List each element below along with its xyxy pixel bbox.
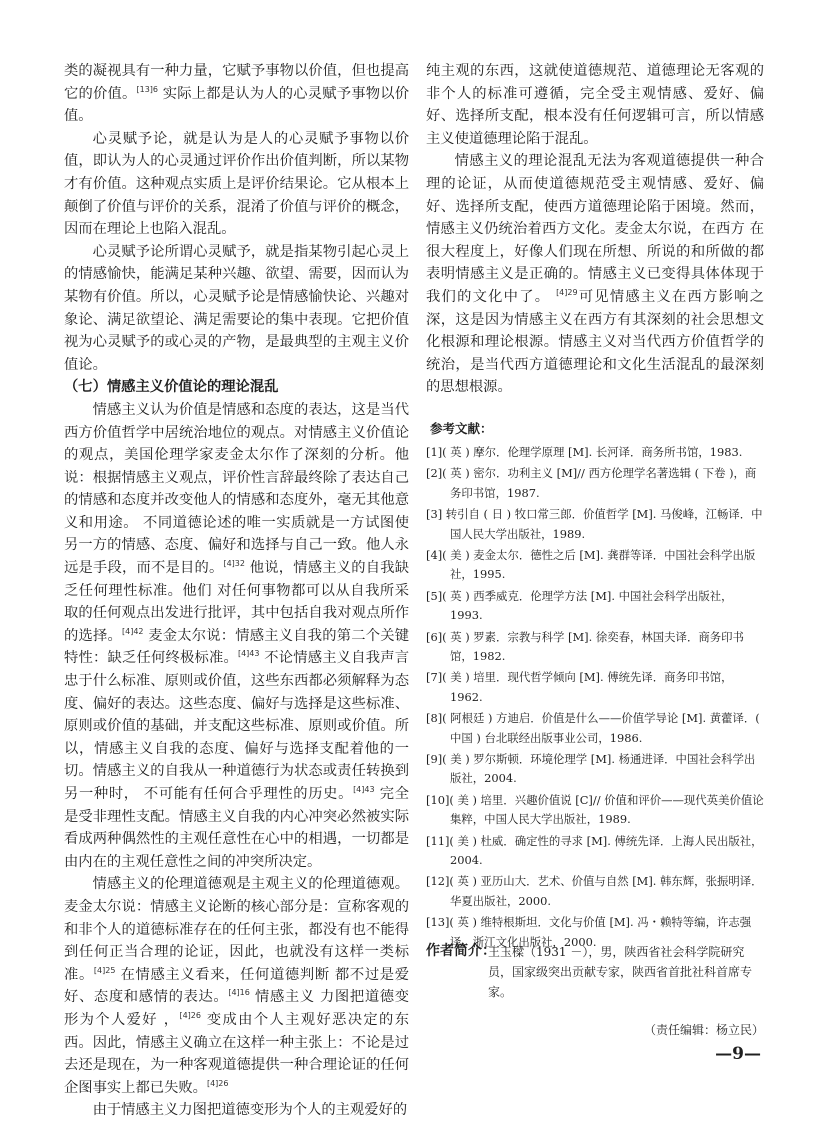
paragraph xyxy=(64,60,409,128)
left-column xyxy=(64,60,409,1122)
author-text: 王玉樑（1931 －），男，陕西省社会科学院研究员，国家级突出贡献专家，陕西省首批社科首席专家。 xyxy=(488,945,753,999)
section-heading xyxy=(64,376,409,399)
editor-note: （责任编辑：杨立民） xyxy=(643,1023,764,1037)
reference-item: [10]( 美 ) 培里．兴趣价值说 [C]// 价值和评价——现代英美价值论集粹，中国人民大学出版社，1989. xyxy=(426,792,764,827)
paragraph-text: 实际上都是认为人的心灵赋予事物以价值。 xyxy=(64,85,410,125)
page-number: —9— xyxy=(715,1044,761,1064)
author-label: 作者简介： xyxy=(426,943,496,959)
author-bio xyxy=(426,942,764,1002)
paragraph-text: 不论情感主义自我声言忠于什么标准、原则或价值，这些东西都必须解释为态度、偏好的表达。这些态度、偏好与选择是这些标准、原则或价值的基础，并支配这些标准、原则或价值。所以，情感主义自我的态度、偏好与选择支配着他的一切。情感主义的自我从一种道德行为状态或责任转换到另一种时， 不可能有任何合乎理性的历史。 xyxy=(64,650,409,802)
paragraph xyxy=(64,241,409,377)
reference-item: [11]( 美 ) 杜威．确定性的寻求 [M]. 傅统先译．上海人民出版社，2004. xyxy=(426,833,763,868)
paragraph xyxy=(64,1099,409,1122)
paragraph-text: 情感主义的伦理道德观是主观主义的伦理道德观。麦金太尔说：情感主义论断的核心部分是：宣称客观的和非个人的道德标准存在的任何主张，都没有也不能得到任何正当合理的论证，因此，也就没有这样一类标准。 xyxy=(64,876,409,983)
paragraph-text: 变成由个人主观好恶决定的东西。因此，情感主义确立在这样一种主张上：不论是过去还是现在，为一种客观道德提供一种合理论证的任何企图事实上都已失败。 xyxy=(64,1011,410,1096)
paragraph-text: 情感主义认为价值是情感和态度的表达，这是当代西方价值哲学中居统治地位的观点。对情感主义价值论的观点，美国伦理学家麦金太尔作了深刻的分析。他说：根据情感主义观点，评价性言辞最终除了表达自己的情感和态度并改变他人的情感和态度外，毫无其他意义和用途。 不同道德论述的唯一实质就是一方试图使另一方的情感、态度、偏好和选择与自己一致。他人永远是手段，而不是目的。 xyxy=(64,401,409,577)
right-column xyxy=(426,60,764,954)
paragraph-text: 情感主义的理论混乱无法为客观道德提供一种合理的论证，从而使道德规范受主观情感、爱好、偏好、选择所支配，使西方道德理论陷于困境。然而，情感主义仍统治着西方文化。麦金太尔说，在西方 在很大程度上，好像人们现在所想、所说的和所做的都表明情感主义是正确的。情感主义已变得具体体现于我们的文化中了。 xyxy=(426,153,764,305)
paragraph-text: 心灵赋予论所谓心灵赋予，就是指某物引起心灵上的情感愉快，能满足某种兴趣、欲望、需要，因而认为某物有价值。所以，心灵赋予论是情感愉快论、兴趣对象论、满足欲望论、满足需要论的集中表现。它把价值视为心灵赋予的或心灵的产物，是最典型的主观主义价值论。 xyxy=(64,243,409,373)
citation-superscript: [4]25 xyxy=(93,965,116,975)
reference-item: [12]( 英 ) 亚历山大．艺术、价值与自然 [M]. 韩东辉，张振明译．华夏出版社，2000. xyxy=(426,874,763,908)
citation-superscript: [13]6 xyxy=(136,84,159,94)
references-list xyxy=(426,443,764,952)
citation-superscript: [4]42 xyxy=(122,627,144,637)
paragraph-text: 心灵赋予论，就是认为是人的心灵赋予事物以价值，即认为人的心灵通过评价作出价值判断，所以某物才有价值。这种观点实质上是评价结果论。它从根本上颠倒了价值与评价的关系，混淆了价值与评价的概念，因而在理论上也陷入混乱。 xyxy=(64,130,409,238)
paragraph-text: （七）情感主义价值论的理论混乱 xyxy=(64,379,279,396)
reference-item: [6]( 英 ) 罗素．宗教与科学 [M]. 徐奕春，林国夫译．商务印书馆，1982. xyxy=(426,629,744,663)
paragraph-text: 情感主义 力图把道德变形为个人爱好 ， xyxy=(64,989,409,1028)
paragraph-text: 在情感主义看来，任何道德判断 都不过是爱好、态度和感情的表达。 xyxy=(64,966,410,1006)
paragraph-text: 可见情感主义在西方影响之深，这是因为情感主义在西方有其深刻的社会思想文化根源和理论根源。情感主义对当代西方价值哲学的统治，是当代西方道德理论和文化生活混乱的最深刻的思想根源。 xyxy=(426,288,764,396)
reference-item: [1]( 英 ) 摩尔．伦理学原理 [M]. 长河译．商务所书馆，1983. xyxy=(426,444,743,459)
reference-item: [13]( 英 ) 维特根斯坦．文化与价值 [M]. 冯・赖特等编，许志强译．浙江文化出版社，2000. xyxy=(426,915,752,949)
paragraph xyxy=(64,399,409,873)
paragraph-text: 完全是受非理性支配。情感主义自我的内心冲突必然被实际看成两种偶然性的主观任意性在心中的相遇，一切都是由内在的主观任意性之间的冲突所决定。 xyxy=(64,786,410,870)
reference-item: [3] 转引自 ( 日 ) 牧口常三郎．价值哲学 [M]. 马俊峰，江畅译．中国人民大学出版社，1989. xyxy=(426,507,763,541)
citation-superscript: [4]26 xyxy=(206,1078,229,1088)
citation-superscript: [4]26 xyxy=(179,1011,201,1021)
reference-item: [8]( 阿根廷 ) 方迪启．价值是什么——价值学导论 [M]. 黄藿译．( 中国 ) 台北联经出版事业公司，1986. xyxy=(426,711,760,745)
right-body xyxy=(426,60,764,399)
references-title: 参考文献： xyxy=(430,420,493,436)
paragraph xyxy=(426,60,764,150)
reference-item: [4]( 美 ) 麦金太尔．德性之后 [M]. 龚群等译．中国社会科学出版社，1995. xyxy=(426,547,756,582)
paragraph-text: 类的凝视具有一种力量，它赋予事物以价值，但也提高它的价值。 xyxy=(64,63,409,102)
reference-item: [9]( 美 ) 罗尔斯顿．环境伦理学 [M]. 杨通进译．中国社会科学出版社，2004. xyxy=(426,752,756,786)
paragraph-text: 麦金太尔说：情感主义自我的第二个关键特性：缺乏任何终极标准。 xyxy=(64,627,410,667)
paragraph-text: 由于情感主义力图把道德变形为个人的主观爱好的 xyxy=(92,1102,408,1119)
citation-superscript: [4]32 xyxy=(223,559,245,569)
citation-superscript: [4]16 xyxy=(228,988,250,998)
paragraph xyxy=(64,128,409,241)
paragraph-text: 他说，情感主义的自我缺乏任何理性标准。他们 对任何事物都可以从自我所采取的任何观点出发进行批评，其中包括自我对观点所作的选择。 xyxy=(64,560,409,644)
paragraph-text: 纯主观的东西，这就使道德规范、道德理论无客观的非个人的标准可遵循，完全受主观情感、爱好、偏好、选择所支配，根本没有任何逻辑可言，所以情感主义使道德理论陷于混乱。 xyxy=(426,63,764,147)
paragraph xyxy=(426,150,764,399)
reference-item: [5]( 英 ) 西季威克．伦理学方法 [M]. 中国社会科学出版社，1993. xyxy=(426,588,733,623)
reference-item: [2]( 英 ) 密尔．功利主义 [M]// 西方伦理学名著选辑 ( 下卷 )，商务印书馆，1987. xyxy=(426,466,757,500)
reference-item: [7]( 美 ) 培里．现代哲学倾向 [M]. 傅统先译．商务印书馆，1962. xyxy=(426,670,733,704)
citation-superscript: [4]29 xyxy=(556,288,578,298)
citation-superscript: [4]43 xyxy=(237,649,260,659)
citation-superscript: [4]43 xyxy=(353,785,375,795)
paragraph xyxy=(64,873,409,1099)
